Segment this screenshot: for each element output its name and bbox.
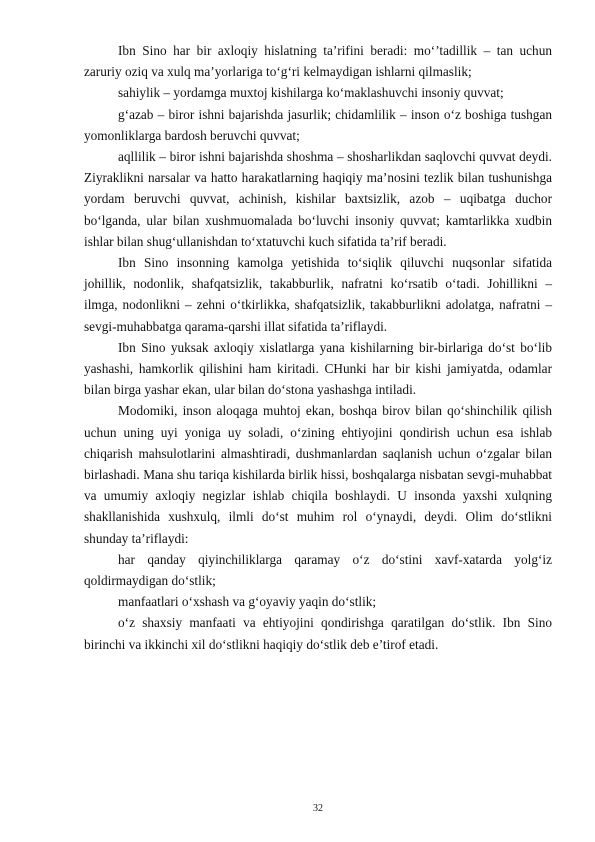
document-body [84, 40, 552, 655]
paragraph-friendship-type-1: har qanday qiyinchiliklarga qaramay o‘z do‘stini xavf-xatarda yolg‘iz qoldirmaydigan do‘stlik; [84, 551, 552, 589]
paragraph-friendship-type-3: o‘z shaxsiy manfaati va ehtiyojini qondirishga qaratilgan do‘stlik. Ibn Sino birinchi va ikkinchi xil do‘stlikni haqiqiy do‘stlik deb e’tirof etadi. [84, 615, 552, 652]
paragraph-friendship-type-2: manfaatlari o‘xshash va g‘oyaviy yaqin do‘stlik; [118, 594, 377, 610]
paragraph-definition-temperance: Ibn Sino har bir axloqiy hislatning ta’rifini beradi: mo‘’tadillik – tan uchun zaruriy oziq va xulq ma’yorlariga to‘g‘ri kelmaydigan ishlarni qilmaslik; [84, 43, 552, 80]
paragraph-cooperation: Modomiki, inson aloqaga muhtoj ekan, boshqa birov bilan qo‘shinchilik qilish uchun uning uyi yoniga uy soladi, o‘zining ehtiyojini qondirish uchun esa ishlab chiqarish mahsulotlarini almashtiradi, dushmanlardan saqlanish uchun o‘zgalar bilan birlashadi. Mana shu tariqa kishilarda birlik hissi, boshqalarga nisbatan sevgi-muhabbat va umumiy axloqiy negizlar ishlab chiqila boshlaydi. U insonda yaxshi xulqning shakllanishida xushxulq, ilmli do‘st muhim rol o‘ynaydi, deydi. Olim do‘stlikni shunday ta’riflaydi: [84, 403, 552, 546]
page-number: 32 [313, 803, 323, 814]
paragraph-definition-wisdom: aqllilik – biror ishni bajarishda shoshma – shosharlikdan saqlovchi quvvat deydi. Ziyraklikni narsalar va hatto harakatlarning haqiqiy ma’nosini tezlik bilan tushunishga yordam beruvchi quvvat, achinish, kishilar baxtsizlik, azob – uqibatga duchor bo‘lganda, ular bilan xushmuomalada bo‘luvchi insoniy quvvat; kamtarlikka xudbin ishlar bilan shug‘ullanishdan to‘xtatuvchi kuch sifatida ta’rif beradi. [84, 149, 552, 249]
paragraph-friendship: Ibn Sino yuksak axloqiy xislatlarga yana kishilarning bir-birlariga do‘st bo‘lib yashashi, hamkorlik qilishini ham kiritadi. CHunki har bir kishi jamiyatda, odamlar bilan birga yashar ekan, ular bilan do‘stona yashashga intiladi. [84, 339, 552, 398]
paragraph-definition-courage: g‘azab – biror ishni bajarishda jasurlik; chidamlilik – inson o‘z boshiga tushgan yomonliklarga bardosh beruvchi quvvat; [84, 106, 552, 143]
paragraph-definition-generosity: sahiylik – yordamga muxtoj kishilarga ko‘maklashuvchi insoniy quvvat; [118, 85, 504, 101]
paragraph-vices: Ibn Sino insonning kamolga yetishida to‘siqlik qiluvchi nuqsonlar sifatida johillik, nodonlik, shafqatsizlik, takabburlik, nafratni ko‘rsatib o‘tadi. Johillikni – ilmga, nodonlikni – zehni o‘tkirlikka, shafqatsizlik, takabburlikni adolatga, nafratni – sevgi-muhabbatga qarama-qarshi illat sifatida ta’riflaydi. [84, 255, 552, 334]
